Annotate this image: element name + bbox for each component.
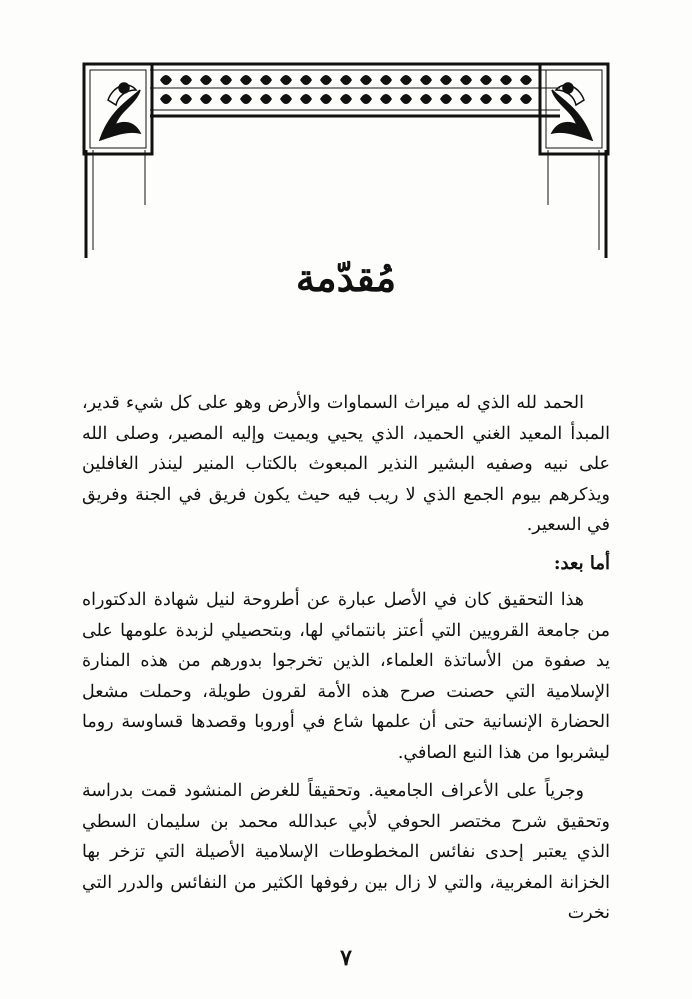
paragraph-thesis: هذا التحقيق كان في الأصل عبارة عن أطروحة لنيل شهادة الدكتوراه من جامعة القرويين التي أعتز بانتمائي لها، وبتحصيلي لزبدة علومها على يد صفوة من الأساتذة العلماء، الذين تخرجوا بدورهم من هذه المنارة الإسلامية التي حصنت صرح هذه الأمة لقرون طويلة، وحملت مشعل الحضارة الإنسانية حتى أن علمها شاع في أوروبا وقصدها قساوسة روما ليشربوا من هذا النبع الصافي. bbox=[82, 590, 610, 763]
section-subheading: أما بعد: bbox=[553, 552, 610, 574]
document-body bbox=[82, 388, 610, 937]
paragraph-intro: الحمد لله الذي له ميراث السماوات والأرض وهو على كل شيء قدير، المبدأ المعيد الغني الحميد، الذي يحيي ويميت وإليه المصير، وصلى الله على نبيه وصفيه البشير النذير المبعوث بالكتاب المنير لينذر الغافلين ويذكرهم بيوم الجمع الذي لا ريب فيه حيث يكون فريق في الجنة وفريق في السعير. bbox=[82, 393, 610, 535]
page-title: مُقدّمة bbox=[295, 255, 397, 300]
paragraph-study: وجرياً على الأعراف الجامعية. وتحقيقاً للغرض المنشود قمت بدراسة وتحقيق شرح مختصر الحوفي لأبي عبدالله محمد بن سليمان السطي الذي يعتبر إحدى نفائس المخطوطات الإسلامية الأصيلة التي تزخر بها الخزانة المغربية، والتي لا زال بين رفوفها الكثير من النفائس والدرر التي نخرت bbox=[82, 781, 610, 923]
page-number: ٧ bbox=[340, 945, 352, 971]
